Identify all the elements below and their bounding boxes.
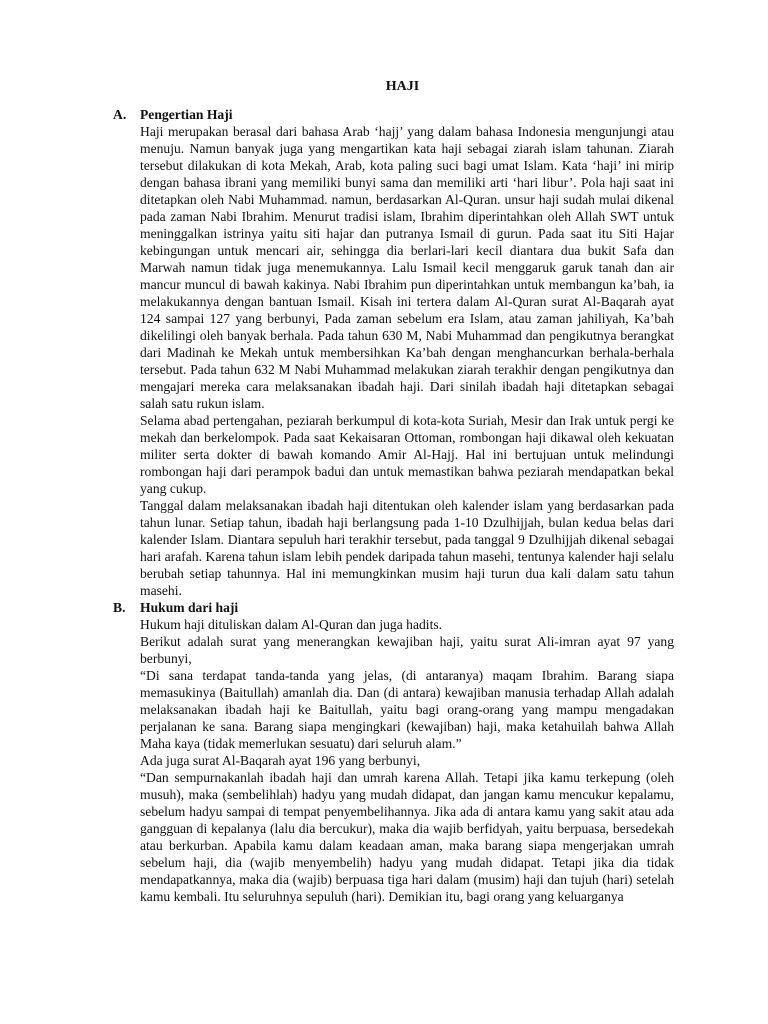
quote-paragraph: “Dan sempurnakanlah ibadah haji dan umrah karena Allah. Tetapi jika kamu terkepung (oleh musuh), maka (sembelihlah) hadyu yang mudah didapat, dan jangan kamu mencukur kepalamu, sebelum hadyu sampai di tempat penyembelihannya. Jika ada di antara kamu yang sakit atau ada gangguan di kepalanya (lalu dia bercukur), maka dia wajib berfidyah, yaitu berpuasa, bersedekah atau berkurban. Apabila kamu dalam keadaan aman, maka barang siapa mengerjakan umrah sebelum haji, dia (wajib menyembelih) hadyu yang mudah didapat. Tetapi jika dia tidak mendapatkannya, maka dia (wajib) berpuasa tiga hari dalam (musim) haji dan tujuh (hari) setelah kamu kembali. Itu seluruhnya sepuluh (hari). Demikian itu, bagi orang yang keluarganya xyxy=(140,770,674,904)
section-letter: B. xyxy=(113,600,126,615)
paragraph: Ada juga surat Al-Baqarah ayat 196 yang berbunyi, xyxy=(140,753,421,768)
section-pengertian-haji xyxy=(113,106,674,599)
document-title: HAJI xyxy=(385,79,420,94)
section-title: Pengertian Haji xyxy=(140,107,233,122)
section-heading xyxy=(113,599,674,616)
paragraph: Haji merupakan berasal dari bahasa Arab ‘hajj’ yang dalam bahasa Indonesia mengunjungi atau menuju. Namun banyak juga yang mengartikan kata haji sebagai ziarah islam tahunan. Ziarah tersebut dilakukan di kota Mekah, Arab, kota paling suci bagi umat Islam. Kata ‘haji’ ini mirip dengan bahasa ibrani yang memiliki bunyi sama dan memiliki arti ‘hari libur’. Pola haji saat ini ditetapkan oleh Nabi Muhammad. namun, berdasarkan Al-Quran. unsur haji sudah mulai dikenal pada zaman Nabi Ibrahim. Menurut tradisi islam, Ibrahim diperintahkan oleh Allah SWT untuk meninggalkan istrinya yaitu siti hajar dan putranya Ismail di gurun. Pada saat itu Siti Hajar kebingungan untuk mencari air, sehingga dia berlari-lari kecil diantara dua bukit Safa dan Marwah namun tidak juga menemukannya. Lalu Ismail kecil menggaruk garuk tanah dan air mancur muncul di bawah kakinya. Nabi Ibrahim pun diperintahkan untuk membangun ka’bah, ia melakukannya dengan bantuan Ismail. Kisah ini tertera dalam Al-Quran surat Al-Baqarah ayat 124 sampai 127 yang berbunyi, Pada zaman sebelum era Islam, atau zaman jahiliyah, Ka’bah dikelilingi oleh banyak berhala. Pada tahun 630 M, Nabi Muhammad dan pengikutnya berangkat dari Madinah ke Mekah untuk membersihkan Ka’bah dengan menghancurkan berhala-berhala tersebut. Pada tahun 632 M Nabi Muhammad melakukan ziarah terakhir dengan pengikutnya dan mengajari mereka cara melaksanakan ibadah haji. Dari sinilah ibadah haji ditetapkan sebagai salah satu rukun islam. xyxy=(140,124,674,411)
section-letter: A. xyxy=(113,107,127,122)
paragraph: Selama abad pertengahan, peziarah berkumpul di kota-kota Suriah, Mesir dan Irak untuk pergi ke mekah dan berkelompok. Pada saat Kekaisaran Ottoman, rombongan haji dikawal oleh kekuatan militer serta dokter di bawah komando Amir Al-Hajj. Hal ini bertujuan untuk melindungi rombongan haji dari perampok badui dan untuk memastikan bahwa peziarah mendapatkan bekal yang cukup. xyxy=(140,413,674,496)
paragraph: Berikut adalah surat yang menerangkan kewajiban haji, yaitu surat Ali-imran ayat 97 yang berbunyi, xyxy=(140,634,674,666)
quote-paragraph: “Di sana terdapat tanda-tanda yang jelas, (di antaranya) maqam Ibrahim. Barang siapa memasukinya (Baitullah) amanlah dia. Dan (di antara) kewajiban manusia terhadap Allah adalah melaksanakan ibadah haji ke Baitullah, yaitu bagi orang-orang yang mampu mengadakan perjalanan ke sana. Barang siapa mengingkari (kewajiban) haji, maka ketahuilah bahwa Allah Maha kaya (tidak memerlukan sesuatu) dari seluruh alam.” xyxy=(140,668,674,751)
paragraph: Hukum haji dituliskan dalam Al-Quran dan juga hadits. xyxy=(140,617,443,632)
paragraph: Tanggal dalam melaksanakan ibadah haji ditentukan oleh kalender islam yang berdasarkan pada tahun lunar. Setiap tahun, ibadah haji berlangsung pada 1-10 Dzulhijjah, bulan kedua belas dari kalender Islam. Diantara sepuluh hari terakhir tersebut, pada tanggal 9 Dzulhijjah dikenal sebagai hari arafah. Karena tahun islam lebih pendek daripada tahun masehi, tentunya kalender haji selalu berubah setiap tahunnya. Hal ini memungkinkan musim haji turun dua kali dalam satu tahun masehi. xyxy=(140,498,674,598)
section-heading xyxy=(113,106,674,123)
section-hukum-haji xyxy=(113,599,674,905)
section-title: Hukum dari haji xyxy=(140,600,239,615)
